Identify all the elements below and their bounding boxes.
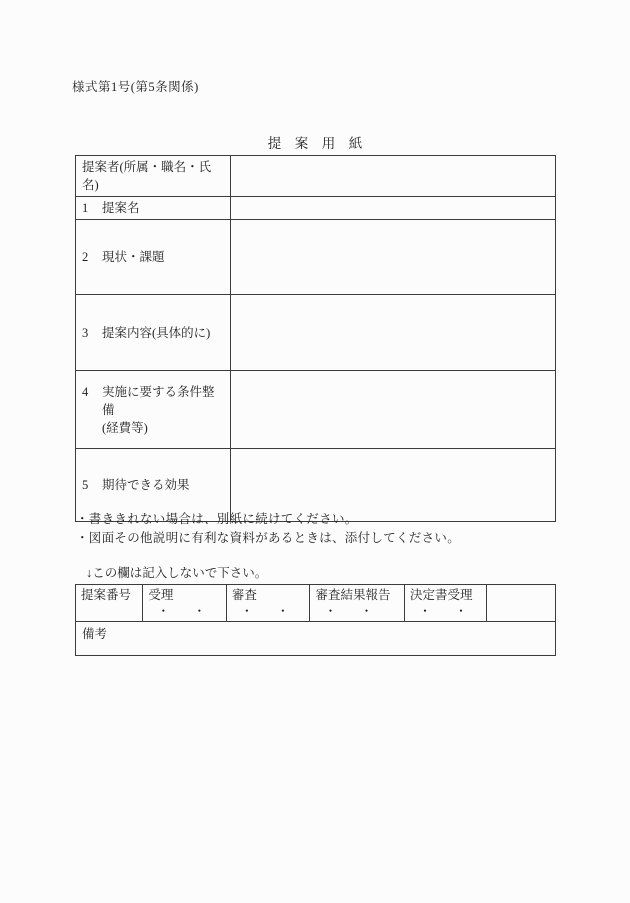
note-continue-on-separate-sheet: ・書ききれない場合は、別紙に続けてください。 bbox=[76, 512, 358, 526]
table-row-proposal-content bbox=[76, 295, 556, 371]
row-1-number: 1 bbox=[82, 201, 89, 216]
decision-receipt-label: 決定書受理 bbox=[410, 588, 473, 602]
row-4-text: 実施に要する条件整備 (経費等) bbox=[102, 384, 215, 435]
admin-table bbox=[75, 584, 556, 656]
review-result-report-label: 審査結果報告 bbox=[315, 588, 391, 602]
receipt-cell bbox=[143, 585, 227, 622]
form-number: 様式第1号(第5条関係) bbox=[72, 80, 199, 94]
current-issues-input-cell[interactable] bbox=[231, 220, 556, 295]
notes bbox=[76, 510, 460, 548]
row-3-text: 提案内容(具体的に) bbox=[102, 325, 211, 340]
proposal-name-input-cell[interactable] bbox=[231, 197, 556, 220]
receipt-label: 受理 bbox=[148, 588, 174, 602]
proposal-number-cell bbox=[76, 585, 143, 622]
remarks-cell bbox=[76, 621, 556, 655]
row-2-label bbox=[76, 220, 231, 295]
row-4-number: 4 bbox=[82, 384, 89, 399]
admin-instruction: ↓この欄は記入しないで下さい。 bbox=[86, 566, 268, 580]
proposal-content-input-cell[interactable] bbox=[231, 295, 556, 371]
row-3-number: 3 bbox=[82, 325, 89, 340]
row-1-label bbox=[76, 197, 231, 220]
conditions-input-cell[interactable] bbox=[231, 371, 556, 449]
remarks-label: 備考 bbox=[82, 626, 108, 641]
remarks-row bbox=[76, 621, 556, 655]
proposer-input-cell[interactable] bbox=[231, 156, 556, 197]
receipt-date-dots: ・ ・ bbox=[157, 603, 206, 618]
decision-receipt-date-dots: ・ ・ bbox=[419, 603, 468, 618]
decision-receipt-cell bbox=[405, 585, 487, 622]
admin-empty-cell bbox=[486, 585, 555, 622]
row-1-text: 提案名 bbox=[102, 201, 140, 216]
proposal-main-table bbox=[75, 155, 556, 522]
table-row-current-issues bbox=[76, 220, 556, 295]
proposal-number-label: 提案番号 bbox=[81, 588, 132, 602]
row-5-text: 期待できる効果 bbox=[102, 478, 190, 493]
review-result-date-dots: ・ ・ bbox=[324, 603, 373, 618]
page-title: 提 案 用 紙 bbox=[267, 136, 363, 151]
review-result-report-cell bbox=[310, 585, 405, 622]
table-row-proposal-name bbox=[76, 197, 556, 220]
note-attach-materials: ・図面その他説明に有利な資料があるときは、添付してください。 bbox=[76, 531, 461, 545]
row-4-label bbox=[76, 371, 231, 449]
review-date-dots: ・ ・ bbox=[240, 603, 289, 618]
row-3-label bbox=[76, 295, 231, 371]
row-2-text: 現状・課題 bbox=[102, 250, 165, 265]
proposer-label: 提案者(所属・職名・氏名) bbox=[76, 156, 231, 197]
review-cell bbox=[226, 585, 310, 622]
review-label: 審査 bbox=[231, 588, 257, 602]
row-5-number: 5 bbox=[82, 478, 89, 493]
table-row-proposer bbox=[76, 156, 556, 197]
admin-header-row bbox=[76, 585, 556, 622]
table-row-conditions bbox=[76, 371, 556, 449]
row-2-number: 2 bbox=[82, 250, 89, 265]
